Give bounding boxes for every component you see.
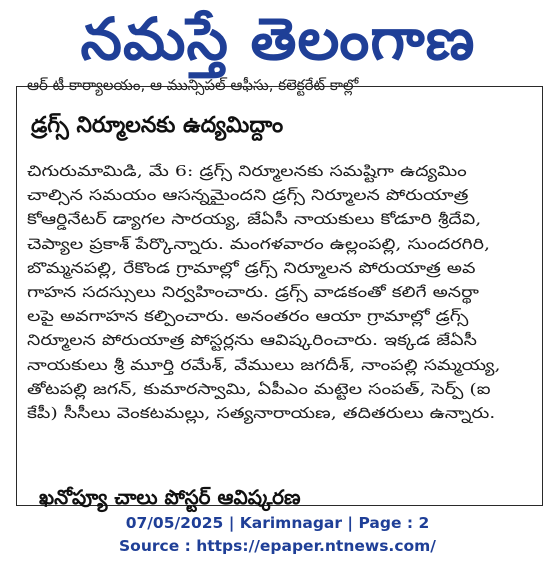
body-line: చాల్సిన సమయం ఆసన్నమైందని డ్రగ్స్ నిర్మూలన పోరుయాత్ర — [27, 186, 469, 205]
article-headline: డ్రగ్స్ నిర్మూలనకు ఉద్యమిద్దాం — [31, 113, 284, 138]
source-url: Source : https://epaper.ntnews.com/ — [119, 537, 436, 555]
article-content — [27, 76, 532, 509]
cut-off-next-headline: ఖనోప్యూ చాలు పోస్టర్ ఆవిష్కరణ — [39, 485, 301, 509]
newspaper-logo: నమస్తే తెలంగాణ — [80, 5, 475, 73]
body-line: బొమ్మనపల్లి, రేకొండ గ్రామాల్లో డ్రగ్స్ నిర్మూలన పోరుయాత్ర అవ — [27, 258, 476, 277]
cut-off-previous-line: ఆర్ టీ కార్యాలయం, ఆ మున్సిపల్ ఆఫీసు, కలెక్టరేట్ కాల్లో — [27, 76, 359, 94]
edition-info: 07/05/2025 | Karimnagar | Page : 2 — [125, 514, 430, 532]
body-line: నాయకులు శ్రీ మూర్తి రమేశ్, వేములు జగదీశ్, నాంపల్లి సమ్మయ్య, — [27, 355, 501, 374]
article-clipping — [16, 76, 543, 509]
body-line: చెప్యాల ప్రకాశ్ పేర్కొన్నారు. మంగళవారం ఉల్లంపల్లి, సుందరగిరి, — [27, 234, 491, 253]
masthead — [0, 0, 555, 78]
body-line: నిర్మూలన పోరుయాత్ర పోస్టర్లను ఆవిష్కరించారు. ఇక్కడ జేఏసీ — [27, 331, 477, 350]
article-body — [27, 159, 532, 425]
body-line: గాహన సదస్సులు నిర్వహించారు. డ్రగ్స్ వాడకంతో కలిగే అనర్థా — [27, 283, 479, 302]
body-line: చిగురుమామిడి, మే 6: డ్రగ్స్ నిర్మూలనకు సమష్టిగా ఉద్యమిం — [27, 162, 467, 180]
body-line: లపై అవగాహన కల్పించారు. అనంతరం ఆయా గ్రామాల్లో డ్రగ్స్ — [27, 307, 469, 326]
body-line: కేపీ) సీసీలు వెంకటమల్లు, సత్యనారాయణ, తదితరులు ఉన్నారు. — [27, 404, 496, 423]
body-line: తోటపల్లి జగన్, కుమారస్వామి, ఏపీఎం మట్టెల సంపత్, సెర్ప్ (ఐ — [27, 379, 491, 398]
source-footer — [0, 512, 555, 558]
body-line: కోఆర్డినేటర్ డ్యాగల సారయ్య, జేఏసీ నాయకులు కోడూరి శ్రీదేవి, — [27, 210, 482, 229]
